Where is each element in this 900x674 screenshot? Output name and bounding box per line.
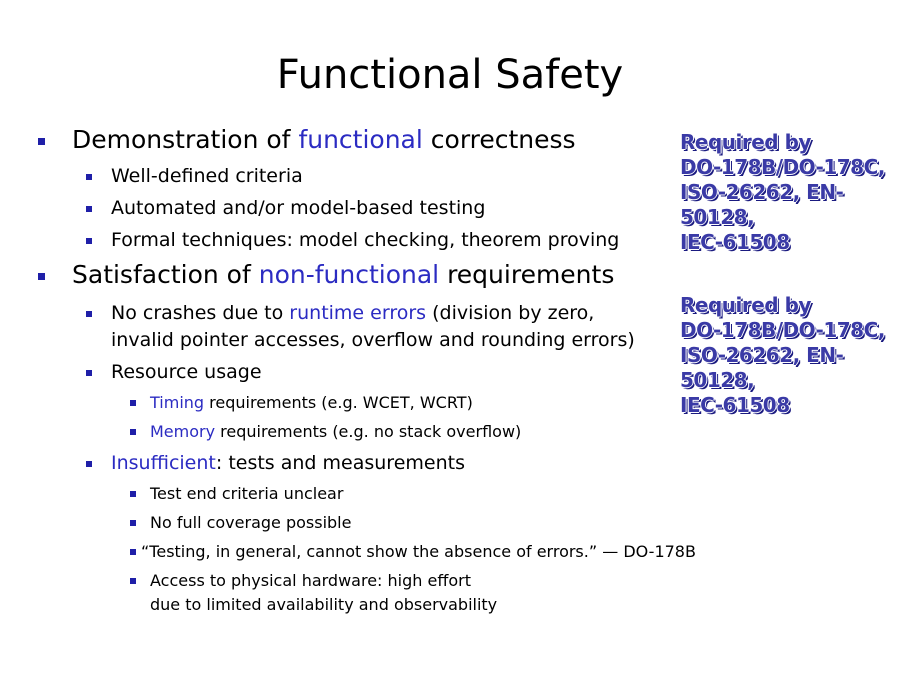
callout-required-by: [680, 293, 895, 418]
text: No crashes due to: [111, 302, 290, 324]
text: (division by zero,: [426, 302, 595, 324]
text: requirements (e.g. no stack overflow): [215, 422, 522, 441]
bullet-marker: [86, 206, 92, 212]
bullet-item-end-criteria: [150, 483, 343, 505]
bullet-item-formal: [111, 228, 619, 252]
bullet-item-hardware: [150, 570, 471, 592]
callout-required-by: [680, 130, 895, 255]
text: Formal techniques: model checking, theorem proving: [111, 229, 620, 251]
text: Automated and/or model-based testing: [111, 197, 486, 219]
bullet-item-resource-usage: [111, 360, 262, 384]
bullet-item-coverage: [150, 512, 351, 534]
highlight-runtime-errors: runtime errors: [289, 302, 427, 324]
bullet-marker: [130, 549, 136, 555]
callout-line: ISO-26262, EN-50128,: [680, 180, 844, 229]
bullet-marker: [38, 138, 45, 145]
text: Demonstration of: [72, 125, 299, 154]
bullet-item-crashes-continued: invalid pointer accesses, overflow and rounding errors): [111, 329, 635, 351]
highlight-insufficient: Insufficient: [111, 452, 216, 474]
text: requirements: [439, 260, 615, 289]
bullet-marker: [86, 174, 92, 180]
bullet-marker: [130, 578, 136, 584]
bullet-marker: [130, 400, 136, 406]
bullet-item-testing: [111, 196, 485, 220]
text: : tests and measurements: [215, 452, 465, 474]
text: No full coverage possible: [150, 513, 352, 532]
callout-line: ISO-26262, EN-50128,: [680, 343, 844, 392]
bullet-marker: [38, 273, 45, 280]
bullet-item-hardware-continued: due to limited availability and observability: [150, 595, 498, 614]
bullet-item-timing: [150, 392, 473, 414]
text: Well-defined criteria: [111, 165, 303, 187]
bullet-marker: [130, 520, 136, 526]
highlight-memory: Memory: [150, 422, 216, 441]
bullet-item-crashes: [111, 301, 594, 325]
bullet-item-quote: [141, 541, 696, 563]
callout-line: Required by: [680, 130, 811, 154]
bullet-item-memory: [150, 421, 521, 443]
text: Satisfaction of: [72, 260, 259, 289]
callout-line: Required by: [680, 293, 811, 317]
bullet-item-satisfaction: [72, 260, 614, 290]
bullet-item-demonstration: [72, 125, 576, 155]
bullet-item-criteria: [111, 164, 303, 188]
text: Test end criteria unclear: [150, 484, 344, 503]
bullet-marker: [86, 311, 92, 317]
callout-line: DO-178B/DO-178C,: [680, 318, 885, 342]
callout-line: DO-178B/DO-178C,: [680, 155, 885, 179]
callout-line: IEC-61508: [680, 230, 790, 254]
callout-line: IEC-61508: [680, 393, 790, 417]
quote-text: “Testing, in general, cannot show the absence of errors.” — DO-178B: [141, 542, 696, 561]
bullet-marker: [86, 238, 92, 244]
text: correctness: [422, 125, 576, 154]
bullet-marker: [86, 370, 92, 376]
text: Resource usage: [111, 361, 262, 383]
highlight-timing: Timing: [150, 393, 205, 412]
highlight-non-functional: non-functional: [258, 260, 440, 289]
bullet-item-insufficient: [111, 451, 465, 475]
text: requirements (e.g. WCET, WCRT): [204, 393, 473, 412]
bullet-marker: [130, 429, 136, 435]
bullet-marker: [130, 491, 136, 497]
page-title: Functional Safety: [276, 52, 624, 98]
bullet-marker: [86, 461, 92, 467]
highlight-functional: functional: [298, 125, 423, 154]
text: Access to physical hardware: high effort: [150, 571, 471, 590]
